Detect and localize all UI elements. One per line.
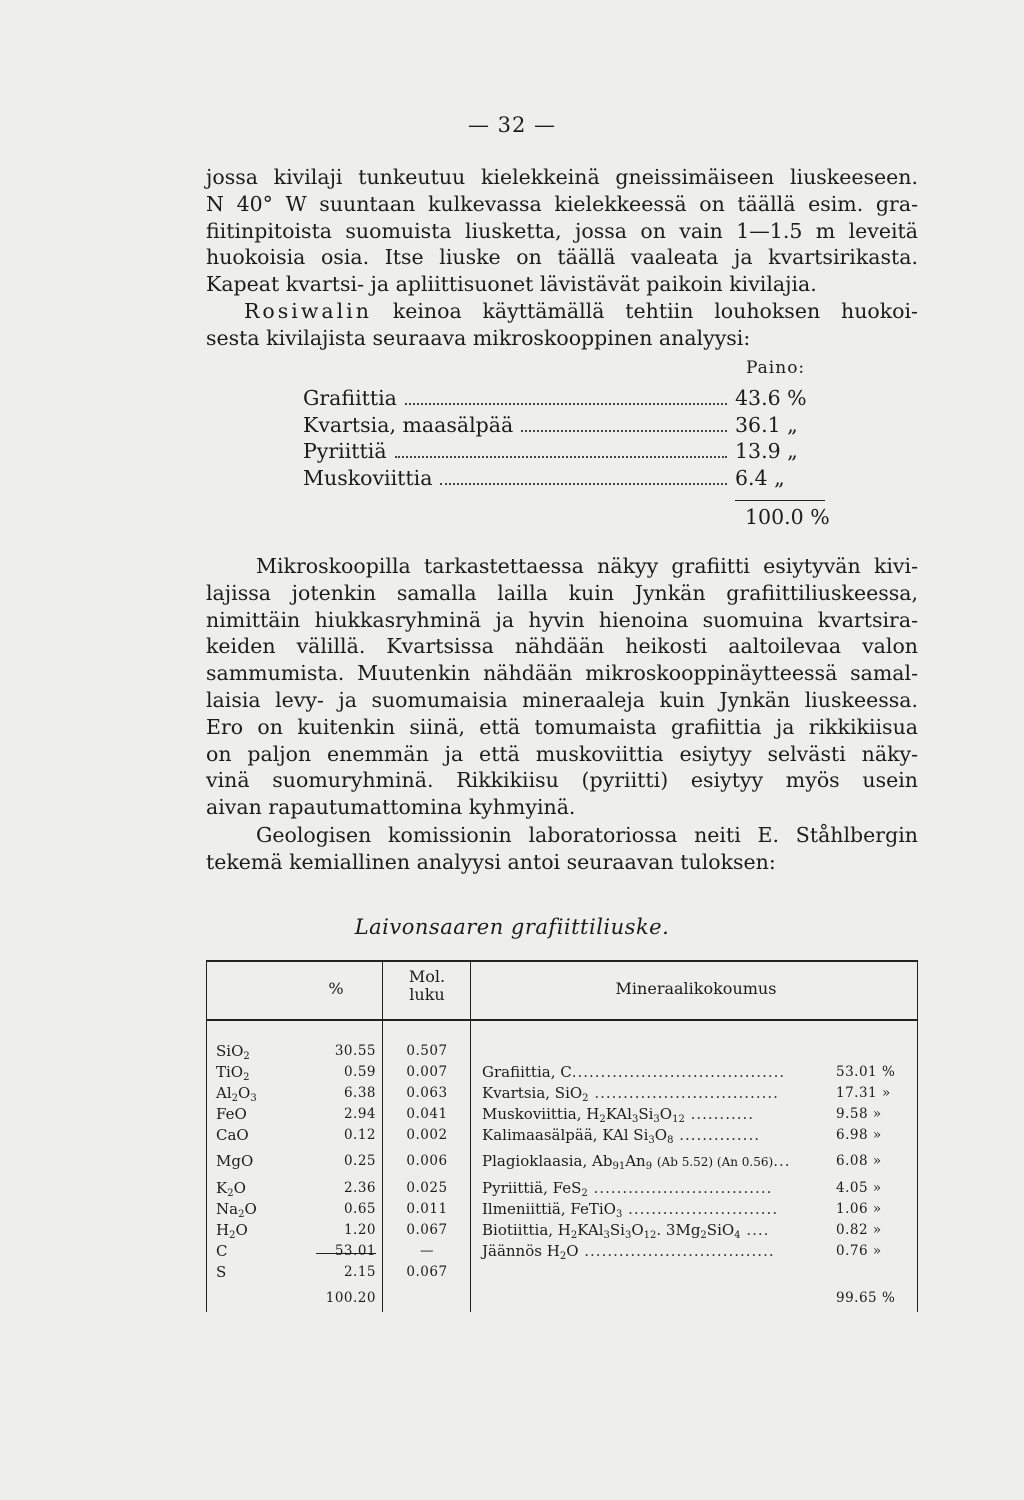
mineral-value: 43.6 % xyxy=(735,386,807,410)
percent-cell: 53.01 xyxy=(334,1243,376,1259)
percent-cell: 2.36 xyxy=(343,1180,376,1196)
text-line: fiitinpitoista suomuista liusketta, jossa on vain 1—1.5 m leveitä xyxy=(206,218,918,243)
header-mol: Mol. luku xyxy=(408,967,446,1004)
mol-cell: 0.041 xyxy=(406,1106,448,1122)
list-item xyxy=(303,466,823,493)
list-item xyxy=(303,413,823,440)
text-line: on paljon enemmän ja että muskoviittia esiytyy selvästi näky- xyxy=(206,741,918,766)
text-fragment: keinoa käyttämällä tehtiin louhoksen huokoi- xyxy=(371,299,918,323)
table-header-rule xyxy=(206,1019,918,1021)
text-line: jossa kivilaji tunkeutuu kielekkeinä gneissimäiseen liuskeeseen. xyxy=(206,165,918,189)
text-line: huokoisia osia. Itse liuske on täällä vaaleata ja kvartsirikasta. xyxy=(206,245,918,270)
text-line: laisia levy- ja suomumaisia mineraaleja kuin Jynkän liuskeessa. xyxy=(206,687,918,712)
mol-cell: 0.011 xyxy=(406,1201,448,1217)
mineral-value: 6.98 » xyxy=(836,1127,882,1143)
leader-dots xyxy=(521,430,727,432)
mineral-value: 0.82 » xyxy=(836,1222,882,1238)
percent-cell: 0.25 xyxy=(343,1153,376,1169)
list-item xyxy=(303,439,823,466)
percent-cell: 0.65 xyxy=(343,1201,376,1217)
table-title: Laivonsaaren grafiittiliuske. xyxy=(354,915,670,939)
mineral-total: 99.65 % xyxy=(836,1290,896,1306)
oxide-cell: C xyxy=(216,1242,228,1260)
oxide-cell: $H_2O$ xyxy=(216,1221,248,1241)
percent-cell: 2.15 xyxy=(343,1264,376,1280)
list-item xyxy=(303,386,823,413)
mineral-name: Pyriittiä xyxy=(303,439,387,463)
page-number: — 32 — xyxy=(467,113,557,137)
column-rule xyxy=(470,962,471,1312)
percent-cell: 30.55 xyxy=(334,1043,376,1059)
mineral-name: Grafiittia xyxy=(303,386,397,410)
mineral-cell: Grafiittia, C..................................... xyxy=(482,1063,786,1081)
percent-cell: 6.38 xyxy=(343,1085,376,1101)
mineral-value: 9.58 » xyxy=(836,1106,882,1122)
text-line: sesta kivilajista seuraava mikroskooppinen analyysi: xyxy=(206,325,751,350)
paragraph-microscopy xyxy=(206,553,918,821)
mineral-cell: Biotiittia, $H_2KAl_3Si_3O_{12}$. $3Mg_2SiO_4$ .... xyxy=(482,1221,770,1241)
text-line: N 40° W suuntaan kulkevassa kielekkeessä on täällä esim. gra- xyxy=(206,191,918,216)
oxide-cell: TiO$_2$ xyxy=(216,1063,250,1083)
mineral-cell: Kvartsia, SiO$_2$ ................................ xyxy=(482,1084,779,1104)
column-rule xyxy=(917,962,918,1312)
paragraph-chemical xyxy=(206,822,918,876)
mineral-cell: Kalimaasälpää, KAl $Si_3O_8$ .............. xyxy=(482,1126,760,1146)
mineral-cell: Jäännös $H_2O$ ................................. xyxy=(482,1242,775,1262)
mineral-value: 6.08 » xyxy=(836,1153,882,1169)
text-line: Ero on kuitenkin siinä, että tomumaista grafiittia ja rikkikiisua xyxy=(206,714,918,739)
percent-cell: 1.20 xyxy=(343,1222,376,1238)
mol-cell: 0.063 xyxy=(406,1085,448,1101)
mineral-cell: Ilmeniittiä, FeTiO$_3$ .......................... xyxy=(482,1200,779,1220)
text-line xyxy=(206,298,918,325)
weight-column-header: Paino: xyxy=(746,358,806,378)
mineral-value: 0.76 » xyxy=(836,1243,882,1259)
text-line: keiden välillä. Kvartsissa nähdään heikosti aaltoilevaa valon xyxy=(206,634,918,659)
text-line: Kapeat kvartsi- ja apliittisuonet lävistävät paikoin kivilajia. xyxy=(206,272,817,297)
oxide-cell: CaO xyxy=(216,1126,249,1144)
mol-cell: 0.067 xyxy=(406,1264,448,1280)
oxide-cell: $Al_2O_3$ xyxy=(216,1084,257,1104)
mineral-value: 4.05 » xyxy=(836,1180,882,1196)
percent-cell: 0.12 xyxy=(343,1127,376,1143)
mineral-value: 53.01 % xyxy=(836,1064,896,1080)
mineral-name: Muskoviittia xyxy=(303,465,433,490)
mineral-cell: Pyriittiä, FeS$_2$ ............................... xyxy=(482,1179,773,1199)
percent-cell: 0.59 xyxy=(343,1064,376,1080)
text-line: Mikroskoopilla tarkastettaessa näkyy grafiitti esiytyvän kivi- xyxy=(256,554,918,578)
mol-cell: — xyxy=(420,1243,434,1259)
mol-cell: 0.067 xyxy=(406,1222,448,1238)
text-line: nimittäin hiukkasryhminä ja hyvin hienoina suomuina kvartsira- xyxy=(206,607,918,632)
mineral-value: 6.4 „ xyxy=(735,465,785,490)
oxide-cell: $K_2O$ xyxy=(216,1179,246,1199)
header-mineral: Mineraalikokoumus xyxy=(615,979,777,998)
mol-cell: 0.002 xyxy=(406,1127,448,1143)
oxide-cell: MgO xyxy=(216,1152,254,1170)
mol-cell: 0.007 xyxy=(406,1064,448,1080)
mol-cell: 0.006 xyxy=(406,1153,448,1169)
leader-dots xyxy=(405,403,727,405)
leader-dots xyxy=(440,483,727,485)
text-line: sammumista. Muutenkin nähdään mikroskooppinäytteessä samal- xyxy=(206,661,918,686)
chemical-analysis-table xyxy=(206,958,918,1318)
modal-analysis-list xyxy=(303,386,823,492)
mineral-value: 17.31 » xyxy=(836,1085,891,1101)
mol-cell: 0.025 xyxy=(406,1180,448,1196)
column-rule xyxy=(382,962,383,1312)
oxide-cell: SiO$_2$ xyxy=(216,1042,250,1062)
table-top-rule xyxy=(206,960,918,962)
text-line: Geologisen komissionin laboratoriossa neiti E. Ståhlbergin xyxy=(256,823,918,847)
mineral-cell: Muskoviittia, $H_2KAl_3Si_3O_{12}$ ........... xyxy=(482,1105,755,1125)
plagioclase-composition: (Ab 5.52) (An 0.56) xyxy=(656,1155,774,1169)
text-line: tekemä kemiallinen analyysi antoi seuraavan tuloksen: xyxy=(206,849,776,874)
text-line: lajissa jotenkin samalla lailla kuin Jynkän grafiittiliuskeessa, xyxy=(206,580,918,605)
mineral-total: 100.0 % xyxy=(745,505,830,529)
mol-cell: 0.507 xyxy=(406,1043,448,1059)
mineral-value: 1.06 » xyxy=(836,1201,882,1217)
text-line: aivan rapautumattomina kyhmyinä. xyxy=(206,795,576,820)
header-percent: % xyxy=(328,979,344,998)
oxide-cell: FeO xyxy=(216,1105,247,1123)
author-name: Rosiwalin xyxy=(244,299,372,323)
column-rule xyxy=(206,962,207,1312)
leader-dots xyxy=(395,456,727,458)
oxide-cell: S xyxy=(216,1263,227,1281)
mineral-cell: Plagioklaasia, $Ab_{91}An_9$ (Ab 5.52) (An 0.56)... xyxy=(482,1152,791,1172)
percent-total: 100.20 xyxy=(325,1290,376,1306)
paragraph-intro xyxy=(206,164,918,298)
sum-rule xyxy=(735,500,825,501)
mineral-value: 36.1 „ xyxy=(735,412,798,437)
percent-cell: 2.94 xyxy=(343,1106,376,1122)
text-line: vinä suomuryhminä. Rikkikiisu (pyriitti) esiytyy myös usein xyxy=(206,768,918,793)
mineral-name: Kvartsia, maasälpää xyxy=(303,412,514,437)
mineral-value: 13.9 „ xyxy=(735,439,798,463)
paragraph-rosiwal xyxy=(206,298,918,352)
oxide-cell: $Na_2O$ xyxy=(216,1200,257,1220)
